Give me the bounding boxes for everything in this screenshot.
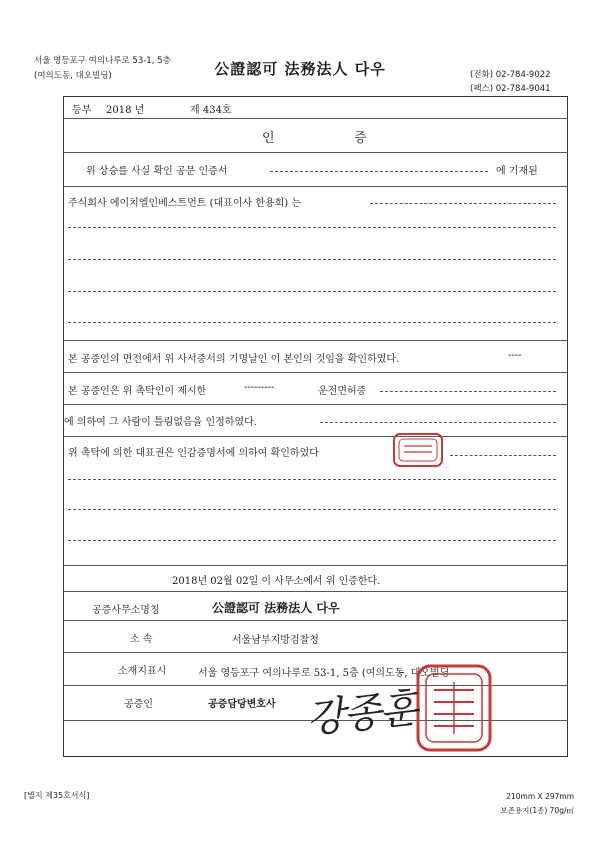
body-line-2: 주식회사 에이치엘인베스트먼트 (대표이사 한용희) 는 (68, 198, 302, 209)
row-divider (63, 565, 568, 566)
fill-dashes (380, 391, 556, 392)
fill-dashes (68, 509, 556, 510)
heading-char-2: 증 (354, 131, 367, 146)
notary-signature: 강종훈 (304, 685, 419, 743)
fill-dashes (68, 227, 556, 228)
fill-dashes (68, 540, 556, 541)
office-affiliation-label: 소 속 (130, 634, 153, 645)
body-line-1-right: 에 기재된 (496, 166, 538, 177)
row-divider (63, 152, 568, 153)
register-label: 등부 (72, 105, 92, 116)
row-divider (63, 186, 568, 187)
row-divider (63, 372, 568, 373)
register-year: 2018 년 (106, 105, 145, 116)
fax-number: (팩스) 02-784-9041 (470, 84, 551, 94)
fill-dashes (68, 291, 556, 292)
row-divider (63, 652, 568, 653)
fill-dashes (450, 455, 556, 456)
fill-dashes (370, 203, 556, 204)
body-line-1-left: 위 상승를 사실 확인 공문 인증서 (86, 166, 228, 177)
row-divider (63, 436, 568, 437)
row-divider (63, 404, 568, 405)
office-address-value: 서울 영등포구 여의나루로 53-1, 5층 (여의도동, 대오빌딩 (198, 668, 450, 679)
paper-spec (454, 790, 574, 818)
paper-size: 210mm X 297mm (506, 792, 574, 801)
office-name-label: 공증사무소명칭 (92, 605, 160, 616)
address-line-1: 서울 영등포구 여의나루로 53-1, 5층 (34, 56, 171, 66)
fill-dashes (270, 171, 488, 172)
phone-number: (전화) 02-784-9022 (470, 70, 551, 80)
seal-stamp-small (390, 430, 446, 470)
fill-dashes (320, 422, 556, 423)
office-name-value: 公證認可 法務法人 다우 (212, 601, 340, 615)
address-line-2: (여의도동, 대오빌딩) (34, 71, 112, 81)
fill-dashes (68, 479, 556, 480)
notary-value: 공증담당변호사 (208, 699, 276, 710)
body-line-3-dash: ---- (508, 350, 522, 361)
fill-dashes (68, 259, 556, 260)
register-number: 제 434호 (190, 105, 232, 116)
row-divider (63, 620, 568, 621)
fill-dashes (68, 322, 556, 323)
body-line-4-left: 본 공증인은 위 촉탁인이 제시한 (68, 386, 207, 397)
date-line: 2018년 02월 02일 이 사무소에서 위 인증한다. (172, 576, 381, 587)
header-contacts (470, 68, 551, 96)
heading-char-1: 인 (262, 131, 275, 146)
body-line-5: 에 의하여 그 사람이 틀림없음을 인정하였다. (64, 417, 257, 428)
form-number: [별지 제35호서식] (24, 791, 90, 800)
office-title: 公證認可 法務法人 다우 (214, 60, 386, 78)
body-line-6: 위 촉탁에 의한 대표권은 인감증명서에 의하여 확인하였다 (68, 448, 319, 459)
office-address-label: 소재지표시 (118, 666, 167, 677)
notary-label: 공증인 (124, 699, 153, 710)
row-divider (63, 340, 568, 341)
row-divider (63, 591, 568, 592)
office-affiliation-value: 서울남부지방검찰청 (232, 635, 319, 646)
seal-stamp-large (414, 662, 494, 754)
body-line-3: 본 공증인의 면전에서 위 사서증서의 기명날인 이 본인의 것임을 확인하였다. (68, 354, 400, 365)
body-line-4-mid: --------- (244, 382, 275, 393)
row-divider (63, 118, 568, 119)
body-line-4-right: 운전면허증 (318, 386, 367, 397)
paper-type: 보존용지(1종) 70g/㎡ (500, 806, 574, 815)
